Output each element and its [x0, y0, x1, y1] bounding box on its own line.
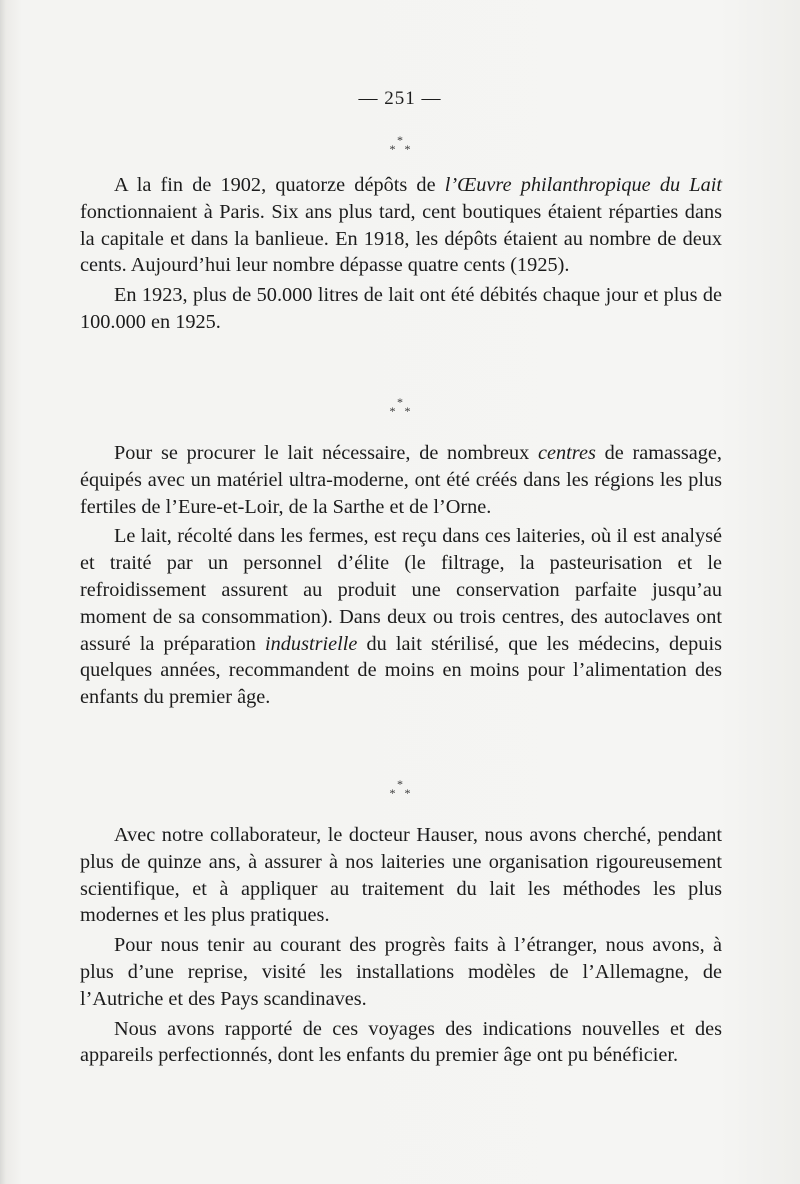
text-section-ramassage: [80, 440, 722, 711]
paragraph: Pour se procurer le lait nécessaire, de nombreux centres de ramassage, équipés avec un matériel ultra-moderne, ont été créés dans les régions les plus fertiles de l’Eure-et-Loir, de la Sarthe et de l’Orne.: [80, 442, 722, 518]
asterism-separator: [0, 777, 800, 800]
asterism-separator: [0, 395, 800, 418]
asterism-star: *: [397, 133, 403, 147]
asterism-star: *: [397, 777, 403, 791]
paragraph: Le lait, récolté dans les fermes, est reçu dans ces laiteries, où il est analysé et traité par un personnel d’élite (le filtrage, la pasteurisation et le refroidissement assurent au produit une conservation parfaite jusqu’au moment de sa consommation). Dans deux ou trois centres, des autoclaves ont assuré la préparation industrielle du lait stérilisé, que les médecins, depuis quelques années, recommandent de moins en moins pour l’alimentation des enfants du premier âge.: [80, 525, 722, 709]
paragraph: Avec notre collaborateur, le docteur Hauser, nous avons cherché, pendant plus de quinze ans, à assurer à nos laiteries une organisation rigoureusement scientifique, et à appliquer au traitement du lait les méthodes les plus modernes et les plus pratiques.: [80, 824, 722, 927]
paragraph: A la fin de 1902, quatorze dépôts de l’Œuvre philanthropique du Lait fonctionnaient à Paris. Six ans plus tard, cent boutiques étaient réparties dans la capitale et dans la banlieue. En 1918, les dépôts étaient au nombre de deux cents. Aujourd’hui leur nombre dépasse quatre cents (1925).: [80, 174, 722, 277]
page-number: — 251 —: [358, 88, 442, 109]
asterism-separator: [0, 133, 800, 156]
paragraph: En 1923, plus de 50.000 litres de lait ont été débités chaque jour et plus de 100.000 en 1925.: [80, 284, 722, 333]
asterism-star-pair: * *: [389, 404, 411, 418]
text-section-hauser: [80, 822, 722, 1069]
asterism-star-pair: * *: [389, 142, 411, 156]
paragraph: Pour nous tenir au courant des progrès faits à l’étranger, nous avons, à plus d’une reprise, visité les installations modèles de l’Allemagne, de l’Autriche et des Pays scandinaves.: [80, 934, 722, 1010]
paragraph: Nous avons rapporté de ces voyages des indications nouvelles et des appareils perfectionnés, dont les enfants du premier âge ont pu bénéficier.: [80, 1017, 722, 1067]
asterism-star: *: [397, 395, 403, 409]
asterism-star-pair: * *: [389, 786, 411, 800]
text-section-depots: [80, 172, 722, 336]
